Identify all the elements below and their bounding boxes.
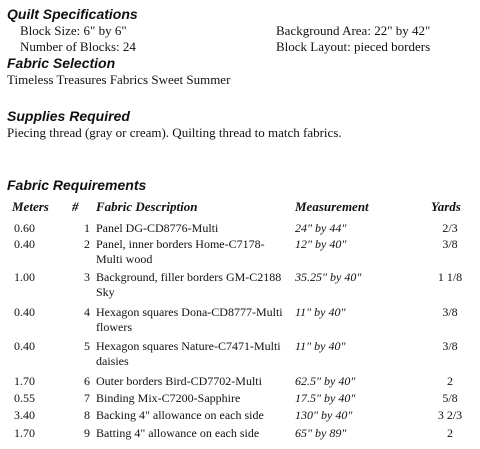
row-description: Binding Mix-C7200-Sapphire xyxy=(96,391,241,405)
row-measurement: 35.25" by 40" xyxy=(295,270,362,284)
row-yards: 2 xyxy=(447,426,453,440)
row-description: Hexagon squares Dona-CD8777-Multi flowers xyxy=(96,305,283,334)
row-yards: 3/8 xyxy=(442,305,458,319)
row-number: 8 xyxy=(84,408,90,422)
row-measurement: 65" by 89" xyxy=(295,426,347,440)
row-measurement: 11" by 40" xyxy=(295,339,346,353)
number-of-blocks: Number of Blocks: 24 xyxy=(20,39,136,54)
row-meters: 3.40 xyxy=(14,408,35,422)
col-description-header: Fabric Description xyxy=(96,199,198,214)
background-area: Background Area: 22" by 42" xyxy=(276,23,431,38)
row-number: 2 xyxy=(84,237,90,251)
row-number: 3 xyxy=(84,270,90,284)
row-yards: 2/3 xyxy=(442,221,458,235)
fabric-selection-heading: Fabric Selection xyxy=(7,55,116,71)
col-measurement-header: Measurement xyxy=(295,199,369,214)
row-meters: 1.70 xyxy=(14,426,35,440)
row-yards: 3/8 xyxy=(442,237,458,251)
col-yards-header: Yards xyxy=(431,199,461,214)
row-measurement: 17.5" by 40" xyxy=(295,391,356,405)
row-measurement: 130" by 40" xyxy=(295,408,353,422)
block-layout: Block Layout: pieced borders xyxy=(276,39,431,54)
row-meters: 0.40 xyxy=(14,237,35,251)
row-yards: 2 xyxy=(447,374,453,388)
row-meters: 0.55 xyxy=(14,391,35,405)
supplies-heading: Supplies Required xyxy=(7,108,130,124)
row-description: Hexagon squares Nature-C7471-Multi daisies xyxy=(96,339,281,368)
row-description: Outer borders Bird-CD7702-Multi xyxy=(96,374,262,388)
row-number: 9 xyxy=(84,426,90,440)
row-number: 6 xyxy=(84,374,90,388)
supplies-text: Piecing thread (gray or cream). Quilting thread to match fabrics. xyxy=(7,125,342,140)
block-size: Block Size: 6" by 6" xyxy=(20,23,127,38)
row-meters: 0.40 xyxy=(14,305,35,319)
row-meters: 0.60 xyxy=(14,221,35,235)
row-number: 1 xyxy=(84,221,90,235)
row-number: 7 xyxy=(84,391,90,405)
row-number: 5 xyxy=(84,339,90,353)
row-yards: 5/8 xyxy=(442,391,458,405)
row-measurement: 24" by 44" xyxy=(295,221,347,235)
specs-heading: Quilt Specifications xyxy=(7,6,138,22)
row-yards: 3/8 xyxy=(442,339,458,353)
row-number: 4 xyxy=(84,305,90,319)
row-description: Background, filler borders GM-C2188 Sky xyxy=(96,270,282,299)
row-yards: 1 1/8 xyxy=(437,270,463,284)
row-description: Batting 4" allowance on each side xyxy=(96,426,260,440)
row-meters: 1.70 xyxy=(14,374,35,388)
col-number-header: # xyxy=(72,199,79,214)
row-description: Panel, inner borders Home-C7178-Multi wood xyxy=(96,237,265,266)
row-measurement: 11" by 40" xyxy=(295,305,346,319)
row-measurement: 62.5" by 40" xyxy=(295,374,356,388)
row-description: Panel DG-CD8776-Multi xyxy=(96,221,219,235)
row-yards: 3 2/3 xyxy=(437,408,463,422)
row-meters: 1.00 xyxy=(14,270,35,284)
requirements-heading: Fabric Requirements xyxy=(7,177,147,193)
row-meters: 0.40 xyxy=(14,339,35,353)
row-measurement: 12" by 40" xyxy=(295,237,347,251)
col-meters-header: Meters xyxy=(12,199,49,214)
fabric-selection-text: Timeless Treasures Fabrics Sweet Summer xyxy=(7,72,231,87)
row-description: Backing 4" allowance on each side xyxy=(96,408,264,422)
